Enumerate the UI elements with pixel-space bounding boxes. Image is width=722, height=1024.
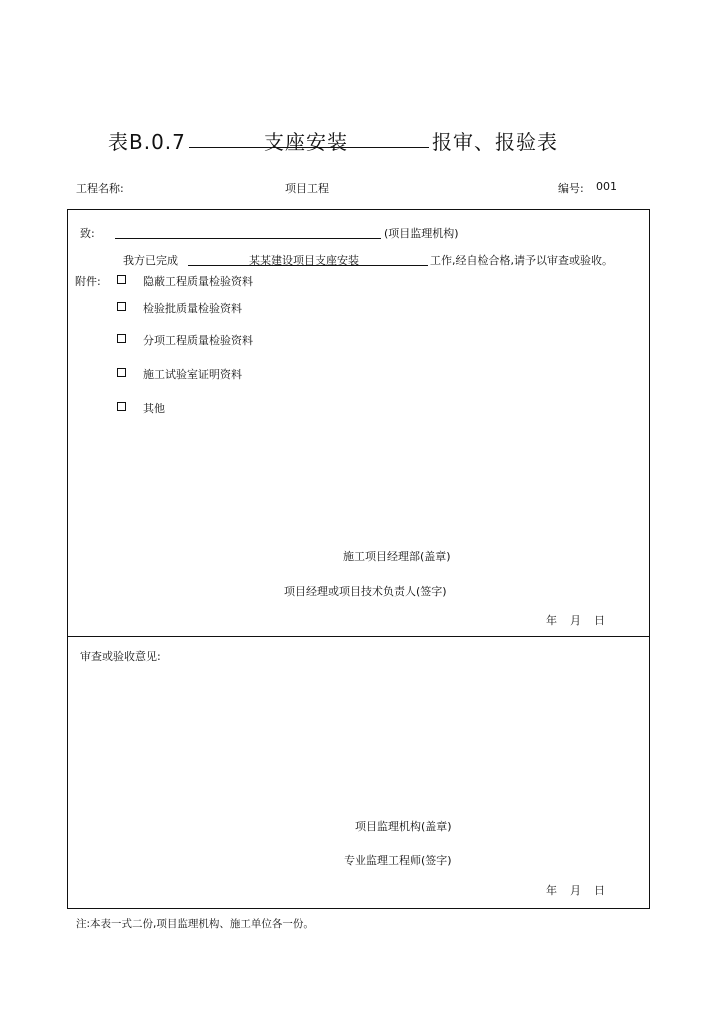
supervision-seal-label: 项目监理机构(盖章) [355, 820, 452, 833]
attachment-checkbox[interactable] [117, 302, 126, 311]
form-code: 表B.0.7 [108, 130, 186, 154]
attachment-label: 分项工程质量检验资料 [143, 334, 253, 347]
attachment-label: 检验批质量检验资料 [143, 302, 242, 315]
review-date-year: 年 [546, 884, 557, 897]
section-divider [67, 636, 650, 637]
attachment-checkbox[interactable] [117, 334, 126, 343]
date-day: 日 [594, 614, 605, 627]
dept-seal-label: 施工项目经理部(盖章) [343, 550, 451, 563]
attachment-label: 其他 [143, 402, 165, 415]
review-date-day: 日 [594, 884, 605, 897]
to-label: 致: [80, 227, 95, 240]
completed-work: 某某建设项目支座安装 [249, 254, 359, 267]
attachment-checkbox[interactable] [117, 368, 126, 377]
completed-prefix: 我方已完成 [123, 254, 178, 267]
project-name-label: 工程名称: [76, 182, 124, 195]
date-year: 年 [546, 614, 557, 627]
attachment-label: 施工试验室证明资料 [143, 368, 242, 381]
form-number-value: 001 [596, 180, 617, 193]
attachment-label: 隐蔽工程质量检验资料 [143, 275, 253, 288]
completed-work-underline [188, 265, 428, 266]
recipient-field[interactable] [115, 238, 381, 239]
form-number-label: 编号: [558, 182, 584, 195]
review-opinion-label: 审查或验收意见: [80, 650, 161, 663]
footnote: 注:本表一式二份,项目监理机构、施工单位各一份。 [76, 918, 314, 930]
attachment-checkbox[interactable] [117, 402, 126, 411]
recipient-hint: (项目监理机构) [384, 227, 459, 240]
form-subject: 支座安装 [264, 130, 348, 154]
attachment-checkbox[interactable] [117, 275, 126, 284]
engineer-sign-label: 专业监理工程师(签字) [344, 854, 452, 867]
completed-suffix: 工作,经自检合格,请予以审查或验收。 [430, 254, 613, 267]
review-date-month: 月 [570, 884, 581, 897]
project-name-value: 项目工程 [285, 182, 329, 195]
attachments-label: 附件: [75, 275, 101, 288]
date-month: 月 [570, 614, 581, 627]
form-title-suffix: 报审、报验表 [432, 130, 558, 154]
manager-sign-label: 项目经理或项目技术负责人(签字) [284, 585, 447, 598]
